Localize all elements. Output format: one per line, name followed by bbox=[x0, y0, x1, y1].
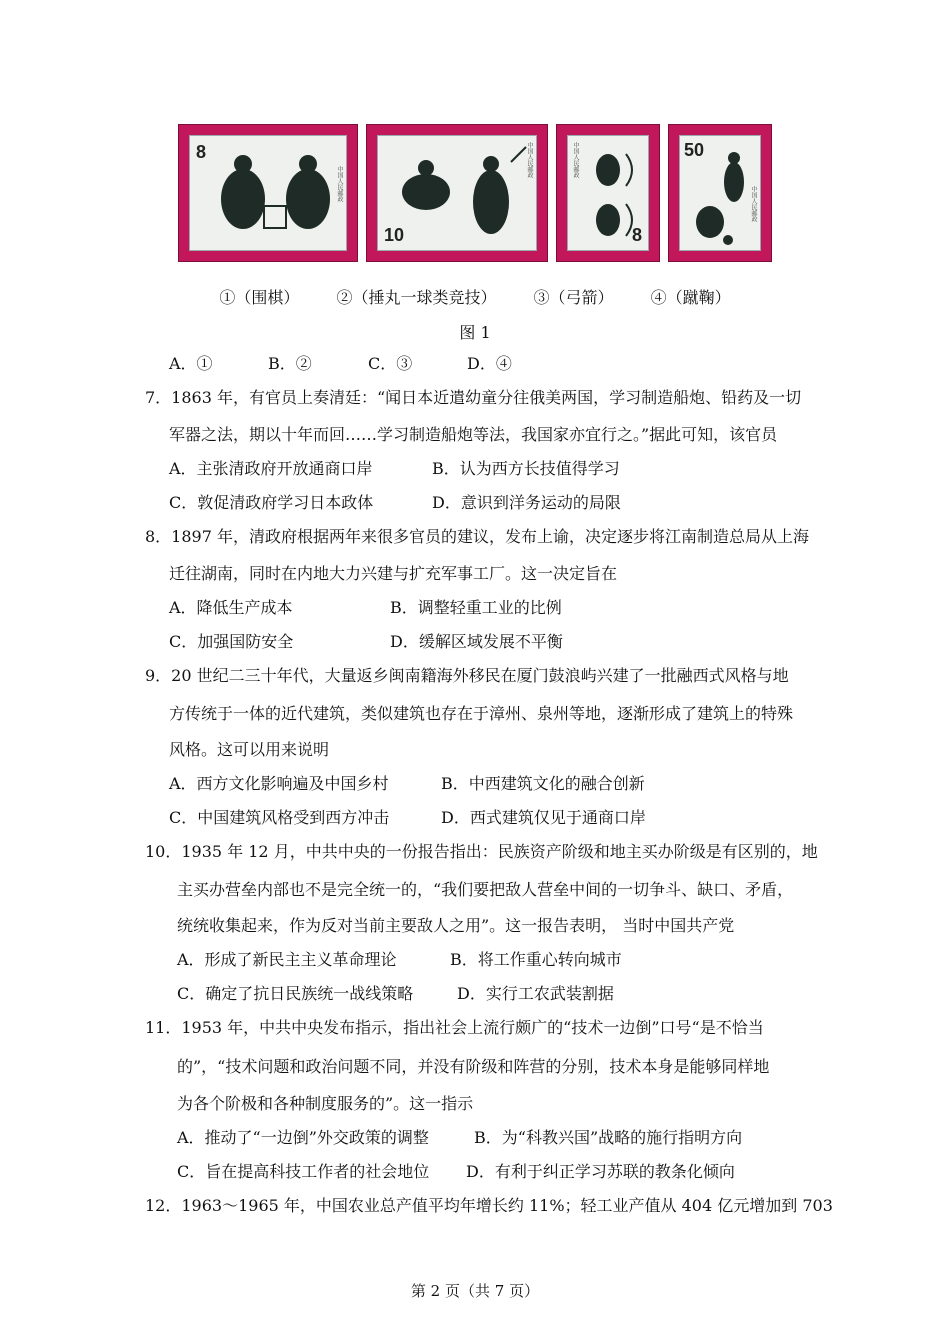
q7-option-b: B．认为西方长技值得学习 bbox=[432, 459, 620, 478]
q10-option-a: A．形成了新民主主义革命理论 bbox=[177, 950, 397, 969]
stamp-chuiwan bbox=[366, 124, 548, 262]
chuiwan-players-illustration bbox=[386, 142, 536, 252]
stamp-cuju bbox=[668, 124, 772, 262]
q10-option-d: D．实行工农武装割据 bbox=[457, 984, 614, 1003]
q10-option-b: B．将工作重心转向城市 bbox=[450, 950, 622, 969]
q8-stem-line: 迁往湖南，同时在内地大力兴建与扩充军事工厂。这一决定旨在 bbox=[169, 564, 618, 583]
q7-option-c: C．敦促清政府学习日本政体 bbox=[169, 493, 374, 512]
figure-label: 图 1 bbox=[459, 323, 491, 342]
stamp-value: 8 bbox=[631, 225, 642, 245]
q10-stem-line: 10．1935 年 12 月，中共中央的一份报告指出：民族资产阶级和地主买办阶级是有区别的，地 bbox=[145, 842, 818, 861]
stamp-value: 8 bbox=[196, 142, 207, 162]
q9-option-a: A．西方文化影响遍及中国乡村 bbox=[169, 774, 389, 793]
stamp-country: 中国人民邮政 bbox=[572, 142, 579, 178]
stamp-go bbox=[178, 124, 358, 262]
caption-1: ①（围棋） bbox=[219, 288, 300, 307]
stamp-value: 10 bbox=[384, 225, 405, 245]
q10-stem-line: 主买办营垒内部也不是完全统一的，“我们要把敌人营垒中间的一切争斗、缺口、矛盾， bbox=[177, 880, 794, 899]
q9-stem-line: 风格。这可以用来说明 bbox=[169, 740, 330, 759]
q9-option-b: B．中西建筑文化的融合创新 bbox=[441, 774, 645, 793]
q7-option-a: A．主张清政府开放通商口岸 bbox=[169, 459, 373, 478]
q10-stem-line: 统统收集起来，作为反对当前主要敌人之用”。这一报告表明， 当时中国共产党 bbox=[177, 916, 735, 935]
q11-option-a: A．推动了“一边倒”外交政策的调整 bbox=[177, 1128, 429, 1147]
q7-stem-line: 军器之法，期以十年而回……学习制造船炮等法，我国家亦宜行之。”据此可知，该官员 bbox=[169, 425, 778, 444]
q12-stem-line: 12．1963～1965 年，中国农业总产值平均年增长约 11%；轻工业产值从 404 亿元增加到 703 bbox=[145, 1196, 833, 1215]
q7-stem-line: 7．1863 年，有官员上奏清廷：“闻日本近遣幼童分往俄美两国，学习制造船炮、铅药及一切 bbox=[145, 388, 802, 407]
stamp-figure bbox=[178, 124, 772, 262]
q11-stem-line: 11．1953 年，中共中央发布指示，指出社会上流行颇广的“技术一边倒”口号“是不恰当 bbox=[145, 1018, 764, 1037]
q11-option-d: D．有利于纠正学习苏联的教条化倾向 bbox=[466, 1162, 735, 1181]
q11-option-b: B．为“科教兴国”战略的施行指明方向 bbox=[474, 1128, 743, 1147]
q8-option-a: A．降低生产成本 bbox=[169, 598, 293, 617]
q8-stem-line: 8．1897 年，清政府根据两年来很多官员的建议，发布上谕，决定逐步将江南制造总局从上海 bbox=[145, 527, 809, 546]
stamp-archery bbox=[556, 124, 660, 262]
q6-option-c: C．③ bbox=[368, 354, 413, 373]
q9-option-c: C．中国建筑风格受到西方冲击 bbox=[169, 808, 390, 827]
page-footer: 第 2 页（共 7 页） bbox=[410, 1282, 540, 1300]
q9-stem-line: 9．20 世纪二三十年代，大量返乡闽南籍海外移民在厦门鼓浪屿兴建了一批融西式风格与地 bbox=[145, 666, 789, 685]
cuju-players-illustration bbox=[688, 142, 758, 252]
q8-option-b: B．调整轻重工业的比例 bbox=[390, 598, 562, 617]
archers-illustration bbox=[578, 142, 648, 252]
q11-stem-line: 的”，“技术问题和政治问题不同，并没有阶级和阵营的分别，技术本身是能够同样地 bbox=[177, 1057, 770, 1076]
q11-stem-line: 为各个阶极和各种制度服务的”。这一指示 bbox=[177, 1094, 474, 1113]
stamp-value: 50 bbox=[684, 140, 705, 160]
q8-option-c: C．加强国防安全 bbox=[169, 632, 294, 651]
figure-captions bbox=[0, 285, 950, 308]
q7-option-d: D．意识到洋务运动的局限 bbox=[432, 493, 621, 512]
q9-stem-line: 方传统于一体的近代建筑，类似建筑也存在于漳州、泉州等地，逐渐形成了建筑上的特殊 bbox=[169, 704, 794, 723]
go-players-illustration bbox=[198, 144, 348, 254]
caption-3: ③（弓箭） bbox=[533, 288, 614, 307]
q8-option-d: D．缓解区域发展不平衡 bbox=[390, 632, 563, 651]
q11-option-c: C．旨在提高科技工作者的社会地位 bbox=[177, 1162, 430, 1181]
q10-option-c: C．确定了抗日民族统一战线策略 bbox=[177, 984, 414, 1003]
caption-2: ②（捶丸一球类竞技） bbox=[336, 288, 497, 307]
q6-option-b: B．② bbox=[268, 354, 312, 373]
q6-option-a: A．① bbox=[169, 354, 213, 373]
caption-4: ④（蹴鞠） bbox=[650, 288, 731, 307]
stamp-country: 中国人民邮政 bbox=[526, 142, 533, 178]
q6-option-d: D．④ bbox=[467, 354, 512, 373]
q9-option-d: D．西式建筑仅见于通商口岸 bbox=[441, 808, 646, 827]
stamp-country: 中国人民邮政 bbox=[336, 166, 343, 202]
stamp-country: 中国人民邮政 bbox=[750, 186, 757, 222]
